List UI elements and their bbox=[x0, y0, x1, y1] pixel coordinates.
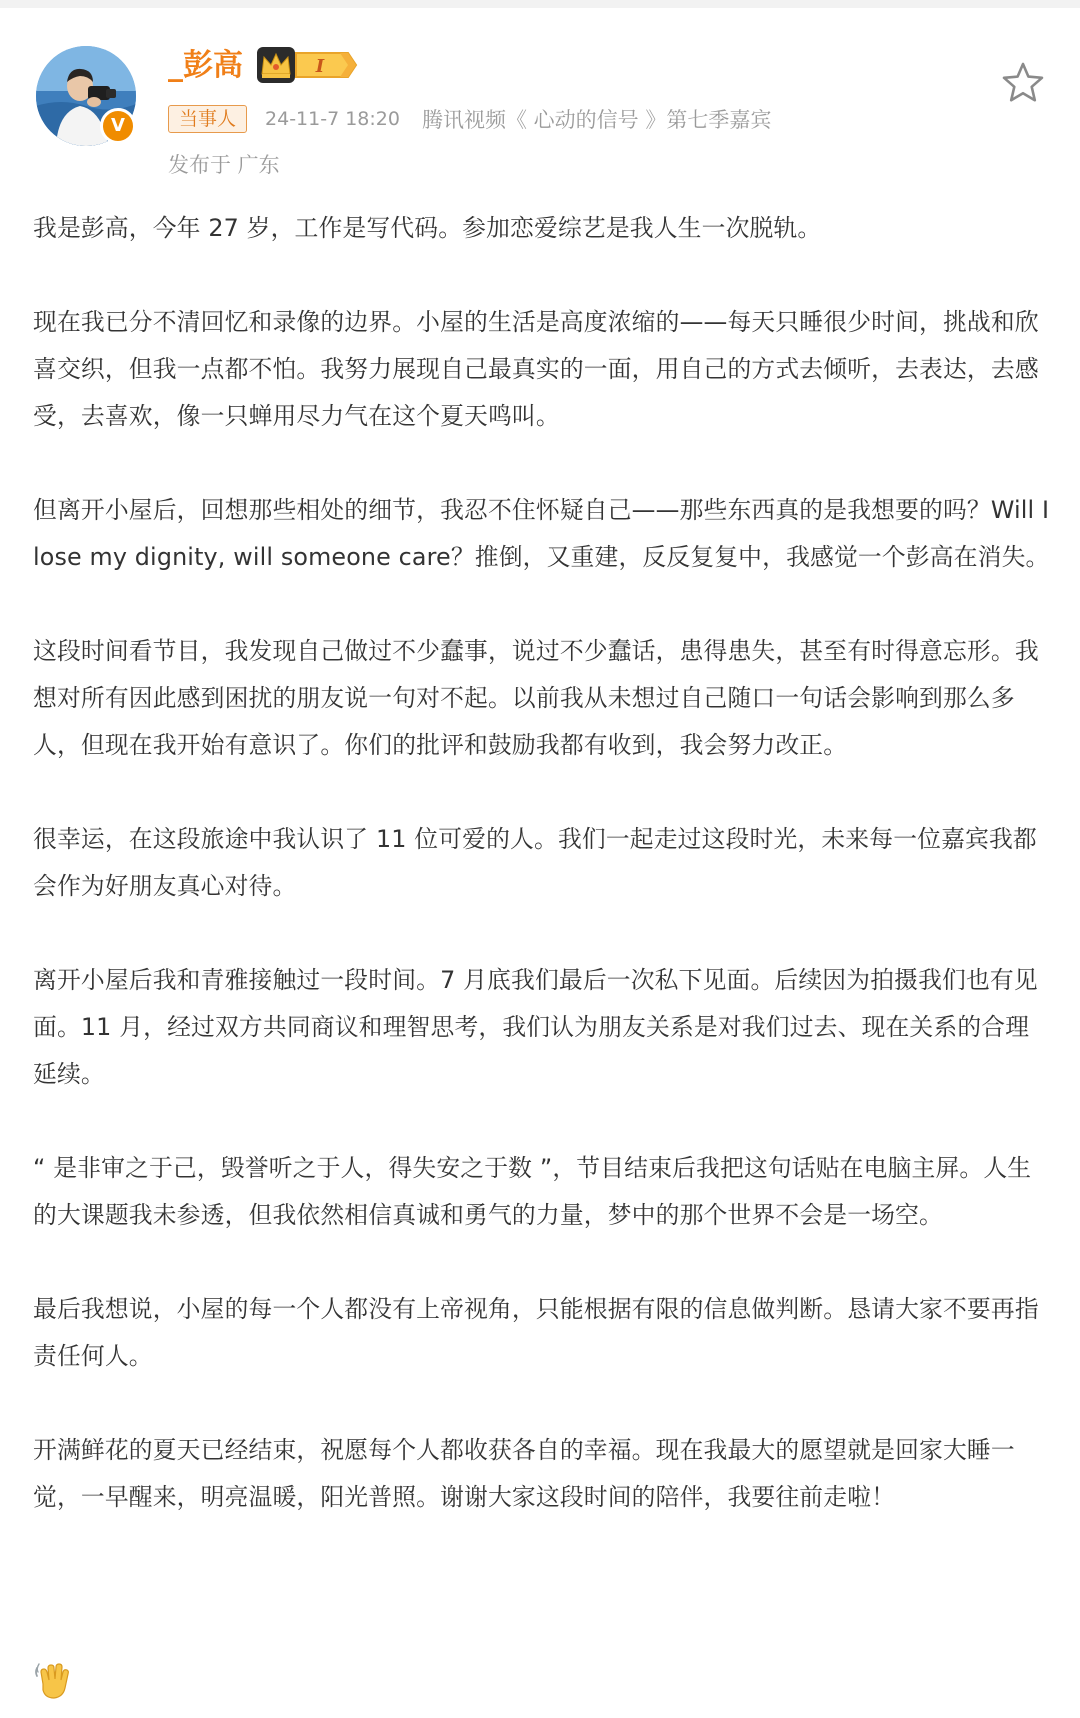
level-badge-label: I bbox=[315, 56, 325, 77]
post-header bbox=[0, 8, 1080, 183]
post-paragraph: 我是彭高，今年 27 岁，工作是写代码。参加恋爱综艺是我人生一次脱轨。 bbox=[33, 214, 822, 242]
waving-hand-icon bbox=[33, 1660, 75, 1702]
post-paragraph: 这段时间看节目，我发现自己做过不少蠢事，说过不少蠢话，患得患失，甚至有时得意忘形。我想对所有因此感到困扰的朋友说一句对不起。以前我从未想过自己随口一句话会影响到那么多人，但现在我开始有意识了。你们的批评和鼓励我都有收到，我会努力改正。 bbox=[33, 637, 1039, 759]
crown-icon[interactable] bbox=[254, 44, 298, 86]
post-source[interactable]: 腾讯视频《 心动的信号 》第七季嘉宾 bbox=[421, 108, 772, 132]
meta-row bbox=[168, 104, 771, 134]
post-paragraph: 但离开小屋后，回想那些相处的细节，我忍不住怀疑自己——那些东西真的是我想要的吗？Will I lose my dignity, will someone care？推倒，又重建，反反复复中，我感觉一个彭高在消失。 bbox=[33, 496, 1050, 571]
top-divider bbox=[0, 0, 1080, 8]
post-paragraph: 最后我想说，小屋的每一个人都没有上帝视角，只能根据有限的信息做判断。恳请大家不要再指责任何人。 bbox=[33, 1295, 1039, 1370]
post-paragraph: 开满鲜花的夏天已经结束，祝愿每个人都收获各自的幸福。现在我最大的愿望就是回家大睡一觉，一早醒来，明亮温暖，阳光普照。谢谢大家这段时间的陪伴，我要往前走啦！ bbox=[33, 1436, 1015, 1511]
role-tag: 当事人 bbox=[168, 105, 247, 133]
post-location: 发布于 广东 bbox=[168, 153, 280, 177]
level-badge-icon[interactable] bbox=[294, 50, 358, 80]
post-paragraph: 现在我已分不清回忆和录像的边界。小屋的生活是高度浓缩的——每天只睡很少时间，挑战和欣喜交织，但我一点都不怕。我努力展现自己最真实的一面，用自己的方式去倾听，去表达，去感受，去喜欢，像一只蝉用尽力气在这个夏天鸣叫。 bbox=[33, 308, 1039, 430]
author-name[interactable]: _彭高 bbox=[168, 48, 243, 83]
post-paragraph: 很幸运，在这段旅途中我认识了 11 位可爱的人。我们一起走过这段时光，未来每一位嘉宾我都会作为好朋友真心对待。 bbox=[33, 825, 1037, 900]
post-paragraph: “ 是非审之于己，毁誉听之于人，得失安之于数 ”，节目结束后我把这句话贴在电脑主屏。人生的大课题我未参透，但我依然相信真诚和勇气的力量，梦中的那个世界不会是一场空。 bbox=[33, 1154, 1032, 1229]
post-body bbox=[33, 205, 1053, 1568]
star-outline-icon[interactable] bbox=[1000, 60, 1046, 106]
verified-badge-icon: V bbox=[100, 108, 136, 144]
post-timestamp: 24-11-7 18:20 bbox=[265, 108, 400, 130]
post-paragraph: 离开小屋后我和青雅接触过一段时间。7 月底我们最后一次私下见面。后续因为拍摄我们也有见面。11 月，经过双方共同商议和理智思考，我们认为朋友关系是对我们过去、现在关系的合理延续。 bbox=[33, 966, 1038, 1088]
